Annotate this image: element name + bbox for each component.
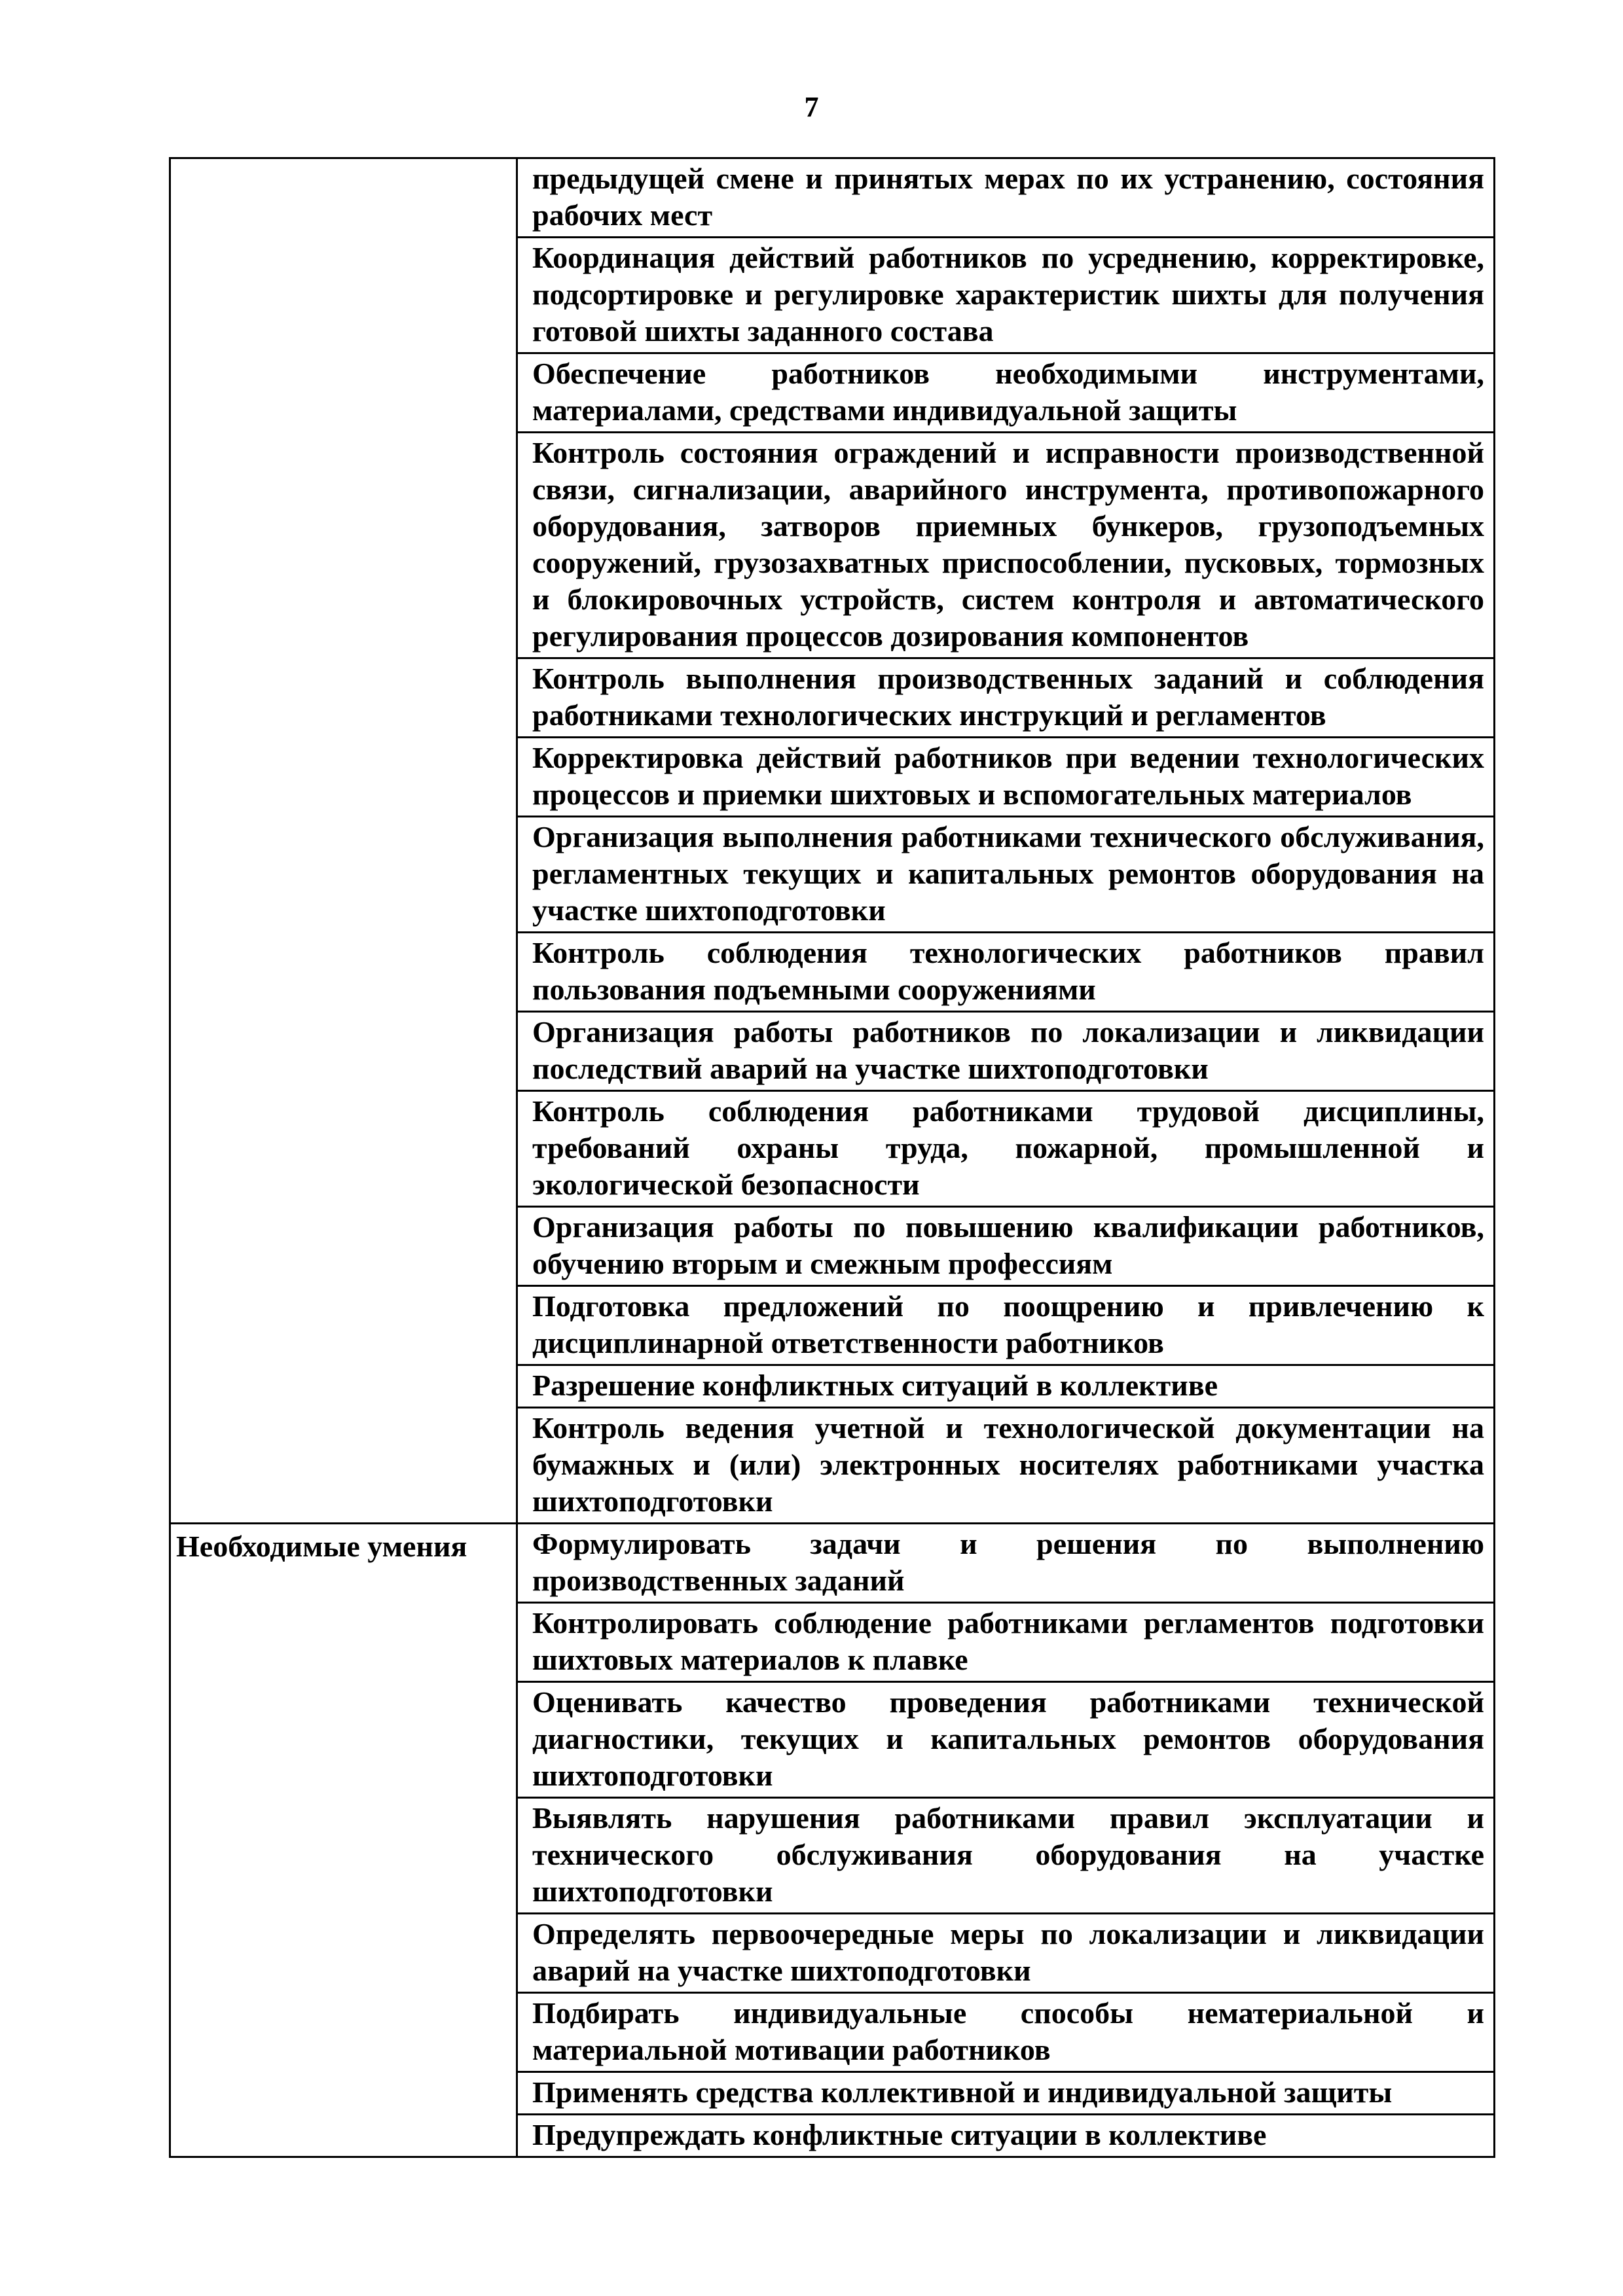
list-item: Контроль выполнения производственных заданий и соблюдения работниками технологических инструкций и регламентов — [518, 659, 1493, 738]
table-row-labor-actions — [170, 158, 1495, 1524]
list-item: Организация выполнения работниками технического обслуживания, регламентных текущих и капитальных ремонтов оборудования на участке шихтоподготовки — [518, 817, 1493, 933]
requirements-table — [169, 157, 1495, 2158]
list-item: Организация работы по повышению квалификации работников, обучению вторым и смежным профессиям — [518, 1208, 1493, 1287]
list-item: Оценивать качество проведения работниками технической диагностики, текущих и капитальных ремонтов оборудования шихтоподготовки — [518, 1683, 1493, 1799]
list-item: Разрешение конфликтных ситуаций в коллективе — [518, 1366, 1493, 1408]
list-item: Применять средства коллективной и индивидуальной защиты — [518, 2073, 1493, 2115]
list-item: Определять первоочередные меры по локализации и ликвидации аварий на участке шихтоподготовки — [518, 1914, 1493, 1994]
section-items-cell — [517, 1524, 1495, 2157]
page-number: 7 — [804, 91, 819, 123]
list-item: Контроль ведения учетной и технологической документации на бумажных и (или) электронных носителях работниками участка шихтоподготовки — [532, 1411, 1484, 1518]
list-item: Обеспечение работников необходимыми инструментами, материалами, средствами индивидуальной защиты — [518, 354, 1493, 433]
list-item: Корректировка действий работников при ведении технологических процессов и приемки шихтовых и вспомогательных материалов — [518, 738, 1493, 817]
list-item: Координация действий работников по усреднению, корректировке, подсортировке и регулировке характеристик шихты для получения готовой шихты заданного состава — [518, 238, 1493, 354]
list-item: Предупреждать конфликтные ситуации в коллективе — [532, 2118, 1267, 2151]
section-label-cell — [170, 158, 517, 1524]
list-item: Организация работы работников по локализации и ликвидации последствий аварий на участке шихтоподготовки — [518, 1013, 1493, 1092]
list-item: Выявлять нарушения работниками правил эксплуатации и технического обслуживания оборудования на участке шихтоподготовки — [518, 1799, 1493, 1914]
list-item: Контроль состояния ограждений и исправности производственной связи, сигнализации, аварийного инструмента, противопожарного оборудования, затворов приемных бункеров, грузоподъемных сооружений, грузозахватных приспособлении, пусковых, тормозных и блокировочных устройств, систем контроля и автоматического регулирования процессов дозирования компонентов — [518, 433, 1493, 659]
list-item: Контролировать соблюдение работниками регламентов подготовки шихтовых материалов к плавке — [518, 1604, 1493, 1683]
list-item: Контроль соблюдения работниками трудовой дисциплины, требований охраны труда, пожарной, промышленной и экологической безопасности — [518, 1092, 1493, 1208]
list-item: предыдущей смене и принятых мерах по их устранению, состояния рабочих мест — [518, 159, 1493, 238]
list-item: Подготовка предложений по поощрению и привлечению к дисциплинарной ответственности работников — [518, 1287, 1493, 1366]
section-label-cell — [170, 1524, 517, 2157]
section-items-cell — [517, 158, 1495, 1524]
table-row-required-skills — [170, 1524, 1495, 2157]
section-label: Необходимые умения — [176, 1530, 467, 1563]
section-label — [171, 159, 516, 163]
list-item: Формулировать задачи и решения по выполнению производственных заданий — [518, 1524, 1493, 1604]
list-item: Контроль соблюдения технологических работников правил пользования подъемными сооружениями — [518, 933, 1493, 1013]
list-item: Подбирать индивидуальные способы нематериальной и материальной мотивации работников — [518, 1994, 1493, 2073]
